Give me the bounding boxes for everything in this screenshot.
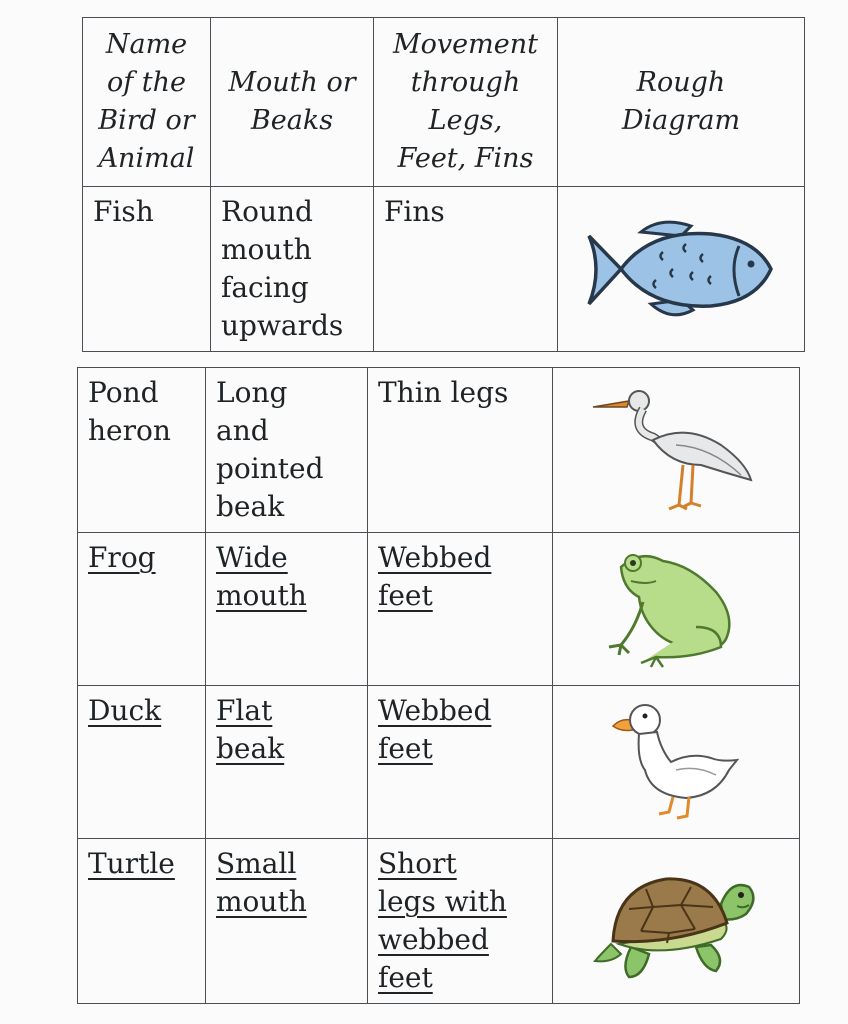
cell-mouth — [206, 533, 368, 686]
mouth-text: Small — [216, 847, 297, 880]
mouth-text: Flat — [216, 694, 273, 727]
table-row — [78, 839, 800, 1004]
turtle-icon — [591, 859, 761, 984]
table-row — [78, 686, 800, 839]
heron-icon — [591, 385, 761, 515]
mouth-text: mouth — [216, 885, 307, 918]
movement-text: Webbed — [378, 541, 492, 574]
movement-text: Webbed — [378, 694, 492, 727]
cell-name — [78, 839, 206, 1004]
cell-name — [78, 686, 206, 839]
cell-name — [83, 187, 211, 352]
header-name-line: Name — [105, 29, 188, 60]
cell-movement — [368, 533, 553, 686]
cell-movement — [368, 686, 553, 839]
header-movement — [374, 18, 558, 187]
header-name-line: of the — [106, 67, 187, 98]
cell-mouth — [206, 839, 368, 1004]
cell-name — [78, 368, 206, 533]
cell-diagram — [558, 187, 805, 352]
mouth-text: beak — [216, 490, 285, 523]
cell-mouth — [206, 368, 368, 533]
duck-icon — [611, 700, 741, 825]
mouth-text: facing — [221, 271, 309, 304]
animal-name: heron — [88, 414, 171, 447]
header-movement-line: through — [410, 67, 521, 98]
header-mouth-line: Mouth or — [228, 67, 356, 98]
header-diagram-line: Rough — [636, 67, 726, 98]
cell-diagram — [553, 368, 800, 533]
mouth-text: mouth — [221, 233, 312, 266]
animal-table-bottom — [77, 367, 800, 1004]
animal-name: Frog — [88, 541, 156, 574]
table-row — [78, 368, 800, 533]
cell-movement — [374, 187, 558, 352]
header-name-line: Bird or — [98, 105, 195, 136]
header-name — [83, 18, 211, 187]
mouth-text: Round — [221, 195, 313, 228]
movement-text: feet — [378, 579, 433, 612]
mouth-text: Long — [216, 376, 288, 409]
header-mouth — [211, 18, 374, 187]
movement-text: feet — [378, 961, 433, 994]
cell-movement — [368, 368, 553, 533]
mouth-text: pointed — [216, 452, 324, 485]
movement-text: feet — [378, 732, 433, 765]
table-row — [78, 533, 800, 686]
header-name-line: Animal — [98, 143, 195, 174]
animal-name: Duck — [88, 694, 162, 727]
movement-text: legs with — [378, 885, 507, 918]
movement-text: Thin legs — [378, 376, 509, 409]
mouth-text: mouth — [216, 579, 307, 612]
mouth-text: upwards — [221, 309, 344, 342]
table-row — [83, 187, 805, 352]
header-movement-line: Legs, — [428, 105, 503, 136]
cell-movement — [368, 839, 553, 1004]
cell-diagram — [553, 533, 800, 686]
cell-name — [78, 533, 206, 686]
animal-name: Fish — [93, 195, 154, 228]
cell-mouth — [211, 187, 374, 352]
header-row — [83, 18, 805, 187]
mouth-text: Wide — [216, 541, 288, 574]
fish-icon — [581, 214, 781, 324]
movement-text: webbed — [378, 923, 489, 956]
animal-table-top — [82, 17, 805, 352]
cell-diagram — [553, 686, 800, 839]
movement-text: Fins — [384, 195, 445, 228]
header-movement-line: Feet, Fins — [397, 143, 534, 174]
header-diagram-line: Diagram — [621, 105, 741, 136]
header-mouth-line: Beaks — [250, 105, 334, 136]
header-diagram — [558, 18, 805, 187]
movement-text: Short — [378, 847, 457, 880]
mouth-text: beak — [216, 732, 285, 765]
cell-mouth — [206, 686, 368, 839]
header-movement-line: Movement — [393, 29, 538, 60]
animal-name: Pond — [88, 376, 159, 409]
frog-icon — [601, 547, 751, 672]
mouth-text: and — [216, 414, 269, 447]
cell-diagram — [553, 839, 800, 1004]
animal-name: Turtle — [88, 847, 175, 880]
